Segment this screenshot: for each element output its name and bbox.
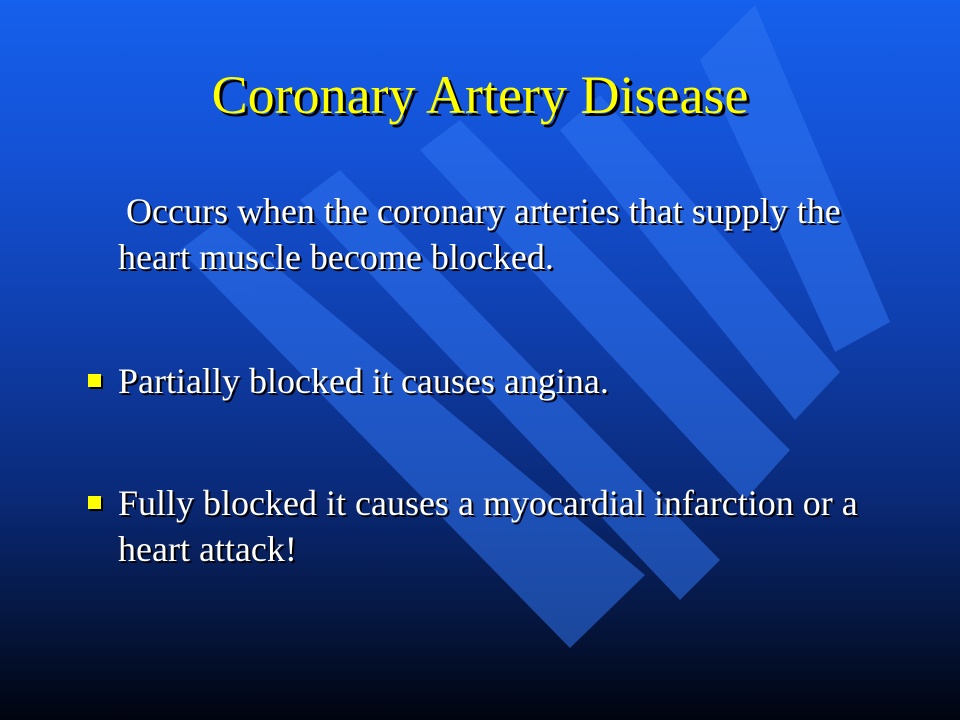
- bullet-item-full-block: [118, 480, 878, 572]
- square-bullet-icon: [88, 496, 101, 509]
- slide-title: Coronary Artery Disease: [211, 65, 749, 125]
- bullet-item-partial-block: [118, 358, 878, 404]
- bullet-text: Fully blocked it causes a myocardial infarction or a heart attack!: [118, 483, 858, 569]
- square-bullet-icon: [88, 374, 101, 387]
- intro-paragraph: Occurs when the coronary arteries that supply the heart muscle become blocked.: [118, 191, 841, 277]
- bullet-text: Partially blocked it causes angina.: [118, 361, 609, 401]
